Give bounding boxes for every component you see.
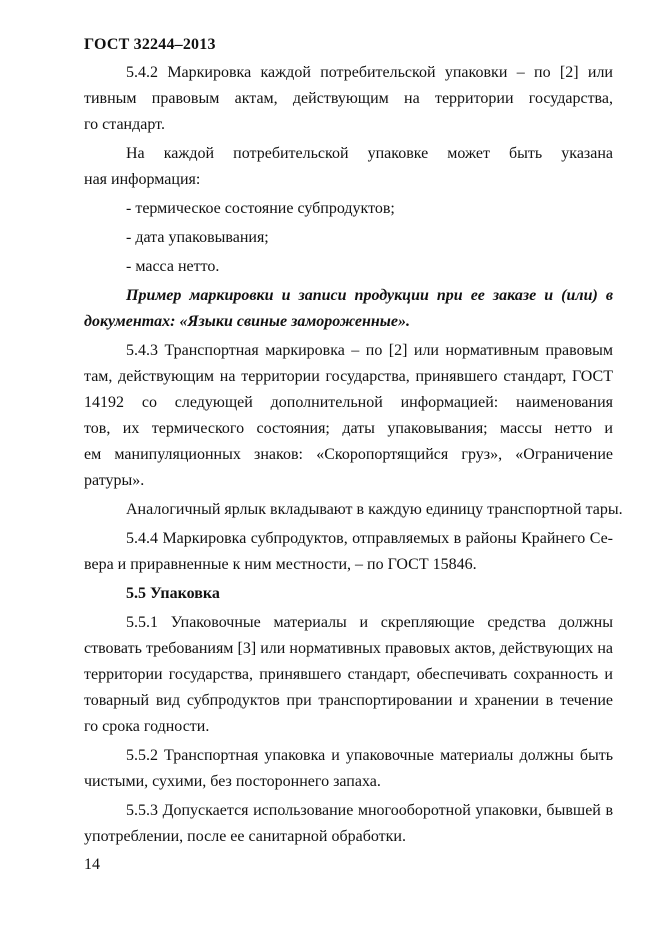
document-header: ГОСТ 32244–2013 [84,36,216,53]
paragraph-5-4-3 [84,338,613,494]
text-line: тов, их термического состояния; даты упаковывания; массы нетто и [84,420,613,437]
paragraph-5-5-1 [84,610,613,740]
text-line: Пример маркировки и записи продукции при ее заказе и (или) в [126,287,613,304]
text-line: ствовать требованиям [3] или нормативных правовых актов, действующих на [84,640,613,657]
text-line: го срока годности. [84,718,210,735]
paragraph-5-4-4 [84,526,613,578]
list-item: - масса нетто. [126,258,220,275]
text-line: территории государства, принявшего стандарт, обеспечивать сохранность и [84,666,613,683]
paragraph-5-5-2 [84,743,613,795]
section-title: 5.5 Упаковка [126,585,220,602]
paragraph-additional-info [84,141,613,193]
paragraph-5-4-2 [84,60,613,138]
page-number: 14 [84,856,100,873]
text-line: ратуры». [84,472,145,489]
text-line: вера и приравненные к ним местности, – по ГОСТ 15846. [84,556,477,573]
text-line: 5.4.2 Маркировка каждой потребительской упаковки – по [2] или [126,64,613,81]
text-line: тивным правовым актам, действующим на территории государства, [84,90,613,107]
paragraph-label [84,497,623,523]
section-5-5-heading [84,581,613,607]
text-line: 14192 со следующей дополнительной информацией: наименования [84,394,613,411]
text-line: 5.5.1 Упаковочные материалы и скрепляющие средства должны [126,614,613,631]
list-item: - дата упаковывания; [126,229,269,246]
list-item: - термическое состояние субпродуктов; [126,200,395,217]
info-list [84,196,613,280]
text-line: ем манипуляционных знаков: «Скоропортящийся груз», «Ограничение [84,446,613,463]
text-line: 5.4.4 Маркировка субпродуктов, отправляемых в районы Крайнего Се- [126,530,613,547]
text-line: 5.4.3 Транспортная маркировка – по [2] или нормативным правовым [126,342,613,359]
text-line: 5.5.3 Допускается использование многооборотной упаковки, бывшей в [126,802,613,819]
text-line: На каждой потребительской упаковке может быть указана [126,145,613,162]
document-body [84,60,623,850]
text-line: Аналогичный ярлык вкладывают в каждую единицу транспортной тары. [126,501,623,518]
paragraph-5-5-3 [84,798,613,850]
text-line: ная информация: [84,171,201,188]
text-line: чистыми, сухими, без постороннего запаха. [84,773,381,790]
text-line: документах: «Языки свиные замороженные». [84,313,410,330]
text-line: употреблении, после ее санитарной обработки. [84,828,406,845]
text-line: товарный вид субпродуктов при транспортировании и хранении в течение [84,692,613,709]
text-line: 5.5.2 Транспортная упаковка и упаковочные материалы должны быть [126,747,613,764]
marking-example [84,283,613,335]
text-line: там, действующим на территории государства, принявшего стандарт, ГОСТ [84,368,613,385]
text-line: го стандарт. [84,116,165,133]
